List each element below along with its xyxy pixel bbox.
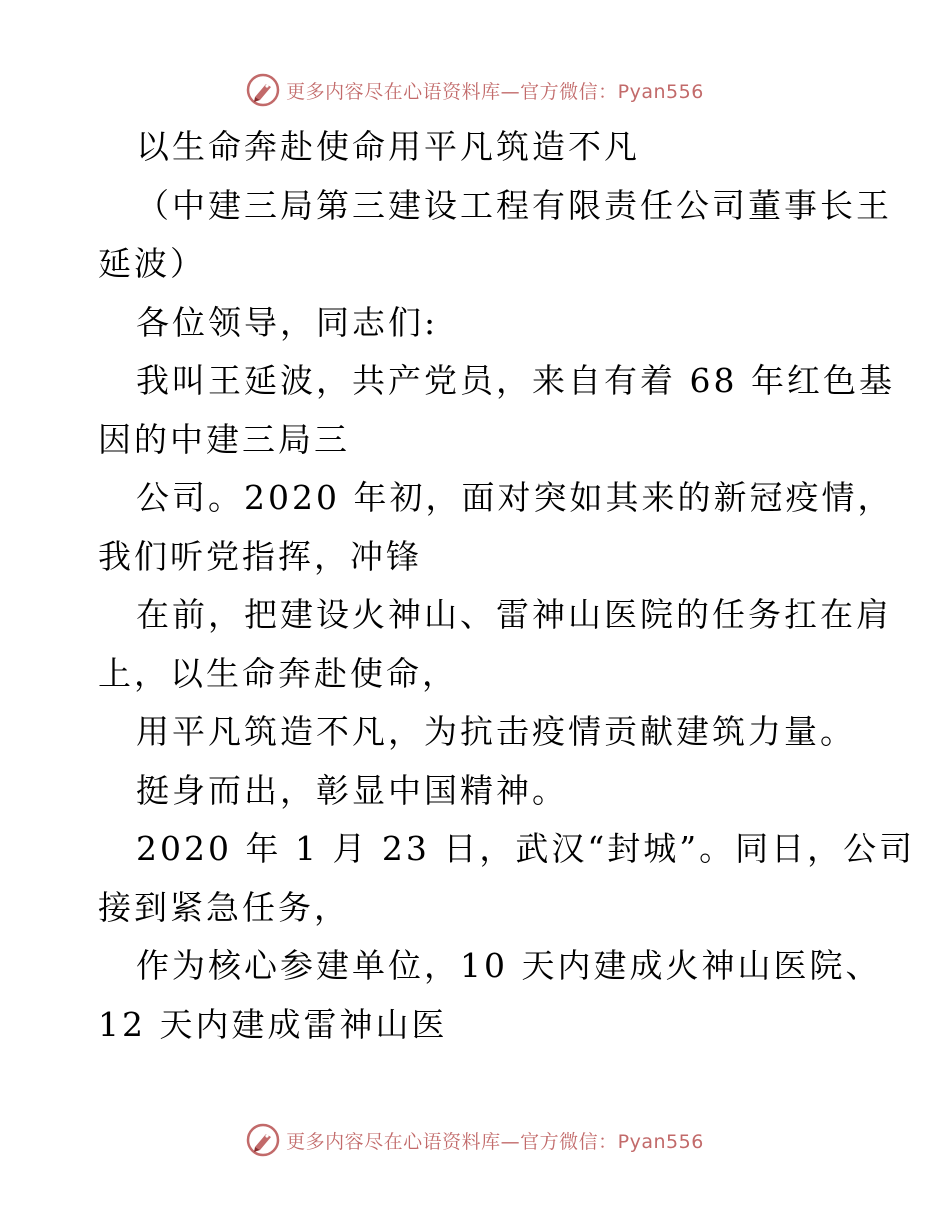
- text-line: 用平凡筑造不凡，为抗击疫情贡献建筑力量。: [136, 712, 856, 751]
- text-line: 作为核心参建单位，10 天内建成火神山医院、: [136, 946, 882, 985]
- text-line: （中建三局第三建设工程有限责任公司董事长王: [136, 185, 892, 225]
- text-line: 接到紧急任务，: [98, 887, 350, 927]
- text-line: 在前，把建设火神山、雷神山医院的任务扛在肩: [136, 595, 892, 634]
- text-line: 2020 年 1 月 23 日，武汉“封城”。同日，公司: [136, 829, 916, 868]
- text-line: 12 天内建成雷神山医: [98, 1004, 448, 1044]
- text-line: 上，以生命奔赴使命，: [98, 653, 458, 693]
- document-body: [98, 118, 916, 1054]
- footer-watermark: [0, 1120, 950, 1160]
- text-line: 挺身而出，彰显中国精神。: [136, 770, 568, 810]
- watermark-text: 更多内容尽在心语资料库—官方微信：Pyan556: [286, 80, 704, 103]
- text-line: 以生命奔赴使命用平凡筑造不凡: [136, 127, 640, 166]
- text-line: 因的中建三局三: [98, 419, 350, 459]
- text-line: 公司。2020 年初，面对突如其来的新冠疫情，: [136, 478, 894, 517]
- text-line: 延波）: [98, 244, 206, 283]
- header-watermark: [0, 70, 950, 110]
- watermark-text: 更多内容尽在心语资料库—官方微信：Pyan556: [286, 1130, 704, 1153]
- pen-nib-logo-icon: [246, 73, 280, 107]
- text-line: 各位领导，同志们:: [136, 302, 439, 342]
- text-line: 我叫王延波，共产党员，来自有着 68 年红色基: [136, 361, 895, 400]
- text-line: 我们听党指挥，冲锋: [98, 536, 422, 576]
- pen-nib-logo-icon: [246, 1123, 280, 1157]
